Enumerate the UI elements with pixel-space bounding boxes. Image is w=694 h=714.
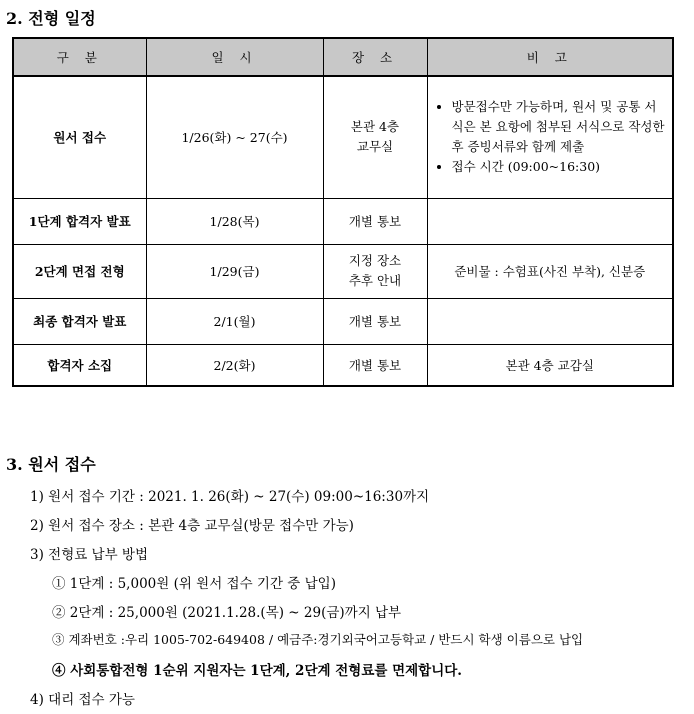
date-cell: 1/28(목) (146, 198, 323, 244)
note-cell (427, 298, 673, 344)
place-cell: 지정 장소 추후 안내 (323, 244, 427, 298)
date-cell: 2/2(화) (146, 344, 323, 386)
section-title: 3. 원서 접수 (6, 455, 96, 474)
table-header-row (13, 38, 673, 76)
place-cell: 개별 통보 (323, 198, 427, 244)
column-header: 장 소 (323, 38, 427, 76)
note-item: • 접수 시간 (09:00~16:30) (452, 157, 667, 177)
list-item: 2) 원서 접수 장소 : 본관 4층 교무실(방문 접수만 가능) (30, 518, 354, 534)
note-cell: 본관 4층 교감실 (427, 344, 673, 386)
table-row (13, 198, 673, 244)
note-cell (427, 198, 673, 244)
note-item: • 방문접수만 가능하며, 원서 및 공통 서식은 본 요항에 첨부된 서식으로 작성한 후 증빙서류와 함께 제출 (452, 97, 667, 157)
list-item: ③ 계좌번호 :우리 1005-702-649408 / 예금주:경기외국어고등학교 / 반드시 학생 이름으로 납입 (52, 632, 584, 647)
column-header: 구 분 (13, 38, 146, 76)
date-cell: 1/26(화) ~ 27(수) (146, 76, 323, 198)
stage-cell: 합격자 소집 (13, 344, 146, 386)
table-row (13, 298, 673, 344)
place-cell: 개별 통보 (323, 344, 427, 386)
place-cell: 개별 통보 (323, 298, 427, 344)
list-item: ① 1단계 : 5,000원 (위 원서 접수 기간 중 납입) (52, 576, 336, 592)
note-cell: 준비물 : 수험표(사진 부착), 신분증 (427, 244, 673, 298)
list-item: 3) 전형료 납부 방법 (30, 547, 149, 563)
date-cell: 1/29(금) (146, 244, 323, 298)
list-item: 1) 원서 접수 기간 : 2021. 1. 26(화) ~ 27(수) 09:00~16:30까지 (30, 489, 430, 505)
section-title: 2. 전형 일정 (6, 9, 96, 28)
list-item: ④ 사회통합전형 1순위 지원자는 1단계, 2단계 전형료를 면제합니다. (52, 663, 463, 679)
list-item: 4) 대리 접수 가능 (30, 692, 135, 708)
column-header: 일 시 (146, 38, 323, 76)
table-row (13, 76, 673, 198)
stage-cell: 원서 접수 (13, 76, 146, 198)
stage-cell: 1단계 합격자 발표 (13, 198, 146, 244)
schedule-table (12, 37, 674, 387)
column-header: 비 고 (427, 38, 673, 76)
table-row (13, 244, 673, 298)
stage-cell: 최종 합격자 발표 (13, 298, 146, 344)
table-row (13, 344, 673, 386)
date-cell: 2/1(월) (146, 298, 323, 344)
place-cell: 본관 4층 교무실 (323, 76, 427, 198)
stage-cell: 2단계 면접 전형 (13, 244, 146, 298)
note-cell (427, 76, 673, 198)
list-item: ② 2단계 : 25,000원 (2021.1.28.(목) ~ 29(금)까지 납부 (52, 605, 402, 621)
